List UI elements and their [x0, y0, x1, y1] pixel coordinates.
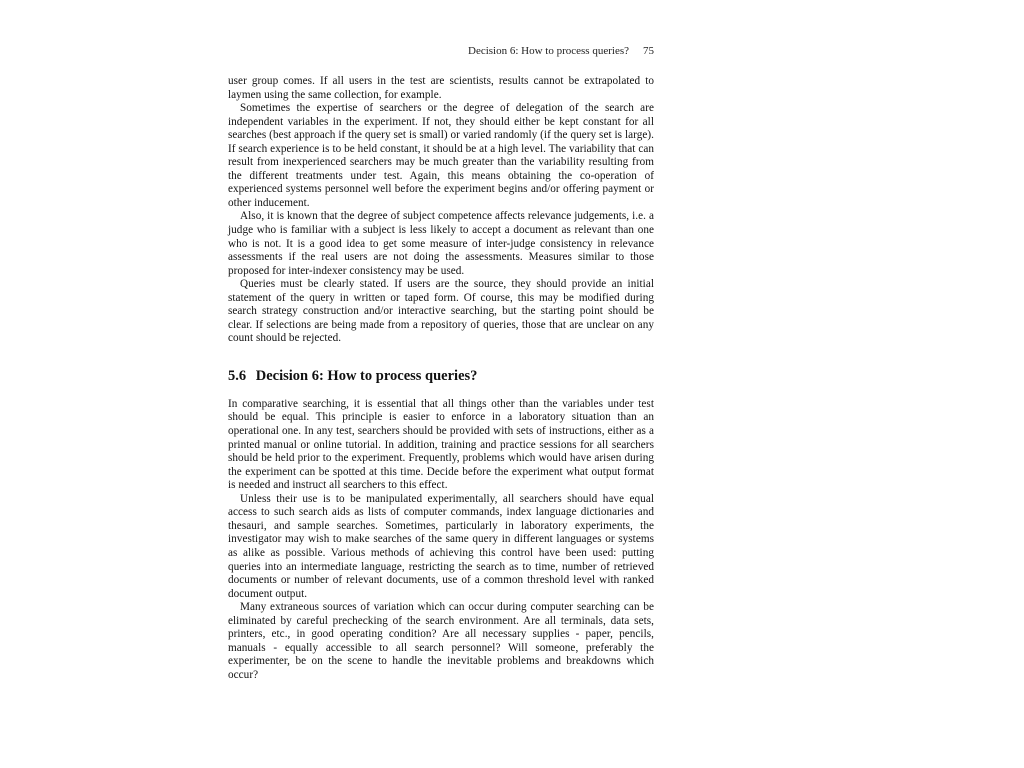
running-head	[228, 44, 654, 58]
section-heading	[228, 367, 654, 385]
page-number: 75	[643, 45, 654, 57]
section-top-body	[228, 75, 654, 346]
running-title: Decision 6: How to process queries?	[468, 45, 629, 57]
paragraph: Unless their use is to be manipulated experimentally, all searchers should have equal access to such search aids as lists of computer commands, index language dictionaries and thesauri, and sample searches. Sometimes, particularly in laboratory experiments, the investigator may wish to make searches of the same query in different languages or systems as alike as possible. Various methods of achieving this control have been used: putting queries into an intermediate language, restricting the search as to time, number of retrieved documents or number of relevant documents, use of a common threshold level with ranked document output.	[228, 492, 654, 600]
section-number: 5.6	[228, 367, 247, 384]
section-56-body	[228, 398, 654, 682]
paragraph: Sometimes the expertise of searchers or the degree of delegation of the search are independent variables in the experiment. If not, they should either be kept constant for all searches (best approach if the query set is small) or varied randomly (if the query set is large). If search experience is to be held constant, it should be at a high level. The variability that can result from inexperienced searchers may be much greater than the variability resulting from the different treatments under test. Again, this means obtaining the co-operation of experienced systems personnel well before the experiment begins and/or offering payment or other inducement.	[228, 102, 654, 209]
paragraph: In comparative searching, it is essential that all things other than the variables under test should be equal. This principle is easier to enforce in a laboratory situation than an operational one. In any test, searchers should be provided with sets of instructions, either as a printed manual or online tutorial. In addition, training and practice sessions for all searchers should be held prior to the experiment. Frequently, problems which would have arisen during the experiment can be spotted at this time. Decide before the experiment what output format is needed and instruct all searchers to this effect.	[228, 397, 654, 492]
book-page	[228, 44, 654, 682]
paragraph: Many extraneous sources of variation which can occur during computer searching can be eliminated by careful prechecking of the search environment. Are all terminals, data sets, printers, etc., in good operating condition? Are all necessary supplies - paper, pencils, manuals - equally accessible to all search personnel? Will someone, preferably the experimenter, be on the scene to handle the inevitable problems and breakdowns which occur?	[228, 601, 654, 681]
paragraph: user group comes. If all users in the test are scientists, results cannot be extrapolated to laymen using the same collection, for example.	[228, 75, 654, 101]
paragraph: Queries must be clearly stated. If users are the source, they should provide an initial statement of the query in written or taped form. Of course, this may be modified during search strategy construction and/or interactive searching, but the starting point should be clear. If selections are being made from a repository of queries, those that are unclear on any count should be rejected.	[228, 278, 654, 345]
paragraph: Also, it is known that the degree of subject competence affects relevance judgements, i.e. a judge who is familiar with a subject is less likely to accept a document as relevant than one who is not. It is a good idea to get some measure of inter-judge consistency in relevance assessments if the real users are not doing the assessments. Measures similar to those proposed for inter-indexer consistency may be used.	[228, 210, 654, 277]
section-title: Decision 6: How to process queries?	[255, 367, 478, 384]
